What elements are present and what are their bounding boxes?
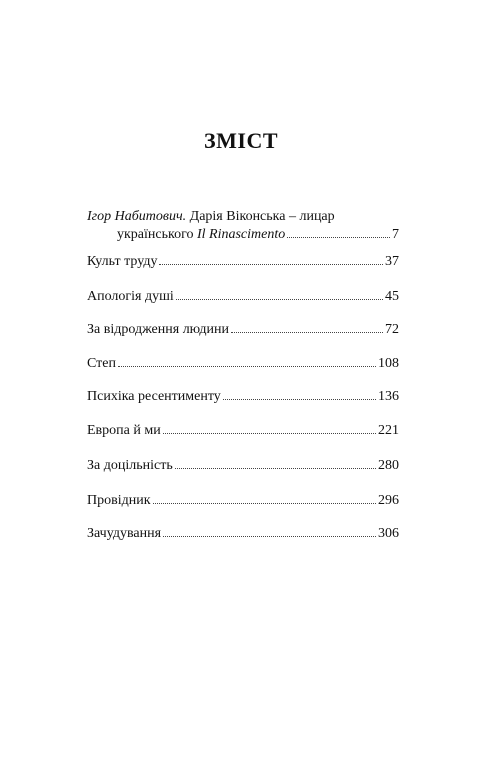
leader-dots	[231, 332, 383, 333]
toc-entry	[87, 253, 399, 271]
toc-entry-intro-line1	[87, 208, 399, 226]
toc-page-number: 108	[378, 356, 399, 371]
toc-page-number: 45	[385, 289, 399, 304]
leader-dots	[163, 536, 376, 537]
leader-dots	[175, 468, 376, 469]
toc-entry-title: Психіка ресентименту	[87, 389, 221, 404]
toc-entry-title: За відродження людини	[87, 322, 230, 337]
toc-page-number: 221	[378, 423, 399, 438]
toc-entry-author: Ігор Набитович.	[87, 209, 187, 224]
leader-dots	[223, 399, 376, 400]
leader-dots	[118, 366, 376, 367]
toc-entry-title: Зачудування	[87, 526, 162, 541]
toc-entry	[87, 388, 399, 406]
toc-entry-title-part2: українського	[117, 227, 194, 242]
toc-entry-intro-line2	[87, 226, 399, 244]
toc-entry	[87, 355, 399, 373]
toc-entry-title: Провідник	[87, 493, 151, 508]
leader-dots	[159, 264, 383, 265]
toc-page-number: 306	[378, 526, 399, 541]
toc-page-number: 280	[378, 458, 399, 473]
toc-entry	[87, 321, 399, 339]
toc-entry-title: Европа й ми	[87, 423, 161, 438]
toc-entry-title: За доцільність	[87, 458, 173, 473]
toc-entry	[87, 492, 399, 510]
toc-entry-title: Степ	[87, 356, 116, 371]
toc-page-number: 72	[385, 322, 399, 337]
toc-entry-title: Культ труду	[87, 254, 158, 269]
toc-entry	[87, 457, 399, 475]
toc-page-number: 37	[385, 254, 399, 269]
leader-dots	[176, 299, 383, 300]
toc-entry	[87, 525, 399, 543]
page-title: ЗМІСТ	[204, 128, 278, 153]
toc-page-number: 296	[378, 493, 399, 508]
leader-dots	[153, 503, 376, 504]
toc-entry	[87, 422, 399, 440]
toc-entry-title-italic: Il Rinascimento	[196, 227, 286, 242]
toc-entry	[87, 288, 399, 306]
toc-entry-title: Апологія душі	[87, 289, 174, 304]
leader-dots	[287, 237, 390, 238]
toc-page-number: 136	[378, 389, 399, 404]
toc-entry-title-part1: Дарія Віконська – лицар	[189, 209, 335, 224]
leader-dots	[163, 433, 376, 434]
toc-page-number: 7	[392, 227, 399, 242]
toc-entry-intro	[87, 208, 399, 244]
